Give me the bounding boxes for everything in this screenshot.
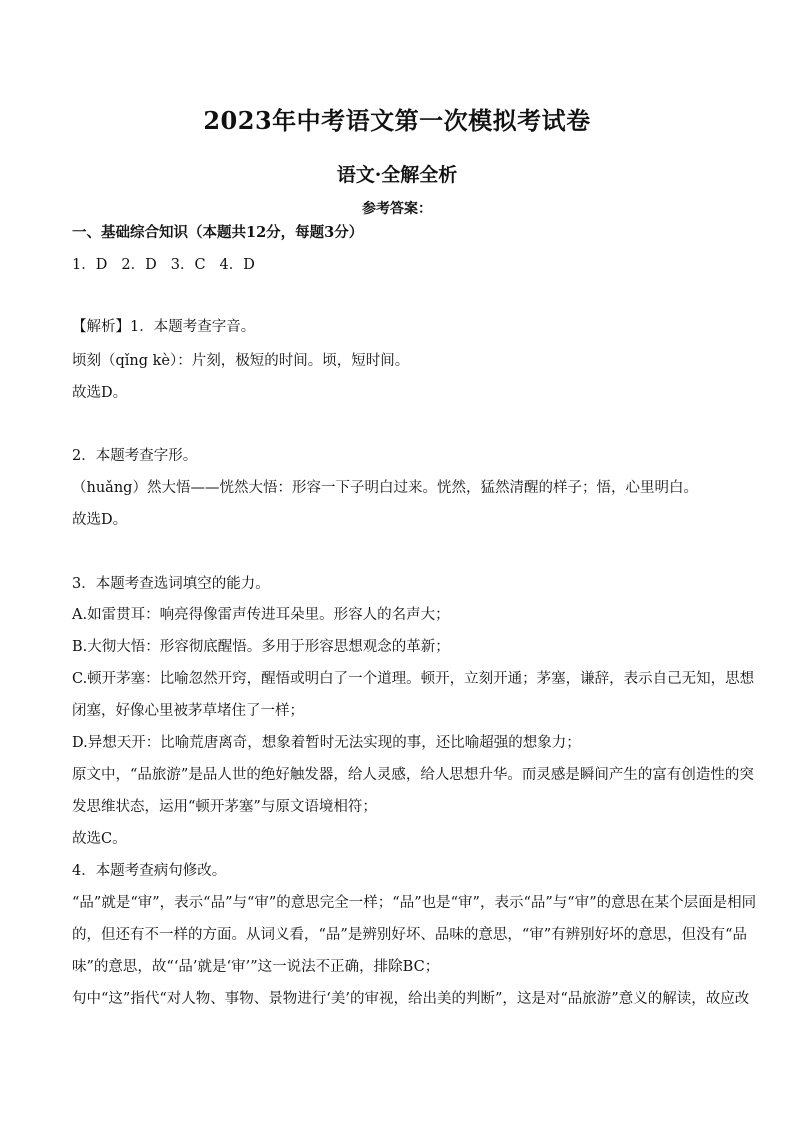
analysis-line: 味”的意思，故“‘品’就是‘审’”这一说法不正确，排除BC； — [72, 959, 440, 975]
analysis-line: 顷刻（qǐng kè）：片刻，极短的时间。顷，短时间。 — [72, 353, 410, 369]
analysis-line: 2．本题考查字形。 — [72, 448, 198, 464]
answer-item: 1．D — [72, 257, 108, 273]
analysis-line: 闭塞，好像心里被茅草堵住了一样； — [72, 703, 304, 719]
page-subtitle: 语文·全解全析 — [336, 164, 458, 186]
page-title: 2023年中考语文第一次模拟考试卷 — [203, 106, 591, 135]
analysis-line: D.异想天开：比喻荒唐离奇，想象着暂时无法实现的事，还比喻超强的想象力； — [72, 735, 581, 751]
section-heading: 一、基础综合知识（本题共12分，每题3分） — [72, 224, 364, 241]
analysis-line: 故选C。 — [72, 831, 127, 847]
analysis-line: 句中“这”指代“对人物、事物、景物进行‘美’的审视，给出美的判断”，这是对“品旅游”意义的解读，故应改 — [72, 991, 750, 1007]
answer-list — [72, 255, 724, 275]
analysis-line: 故选D。 — [72, 512, 128, 528]
analysis-line: A.如雷贯耳：响亮得像雷声传进耳朵里。形容人的名声大； — [72, 607, 450, 623]
analysis-line: 发思维状态，运用“顿开茅塞”与原文语境相符； — [72, 799, 377, 815]
answer-item: 4．D — [219, 257, 255, 273]
answer-heading: 参考答案： — [362, 201, 432, 217]
analysis-line: C.顿开茅塞：比喻忽然开窍，醒悟或明白了一个道理。顿开，立刻开通；茅塞，谦辞，表示自己无知，思想 — [72, 671, 755, 687]
analysis-line: （huǎng）然大悟——恍然大悟：形容一下子明白过来。恍然，猛然清醒的样子；悟，心里明白。 — [72, 480, 698, 496]
answer-item: 3．C — [170, 257, 206, 273]
analysis-line: 原文中，“品旅游”是品人世的绝好触发器，给人灵感，给人思想升华。而灵感是瞬间产生的富有创造性的突 — [72, 767, 754, 783]
analysis-line: B.大彻大悟：形容彻底醒悟。多用于形容思想观念的革新； — [72, 639, 450, 655]
analysis-line: 的，但还有不一样的方面。从词义看，“品”是辨别好坏、品味的意思，“审”有辨别好坏的意思，但没有“品 — [72, 927, 748, 943]
answer-item: 2．D — [121, 257, 157, 273]
analysis-line: 4．本题考查病句修改。 — [72, 863, 227, 879]
analysis-line: 3．本题考查选词填空的能力。 — [72, 576, 270, 592]
analysis-line: 【解析】1．本题考查字音。 — [72, 319, 256, 335]
analysis-line: “品”就是“审”，表示“品”与“审”的意思完全一样；“品”也是“审”，表示“品”与“审”的意思在某个层面是相同 — [72, 895, 757, 911]
analysis-line: 故选D。 — [72, 385, 128, 401]
